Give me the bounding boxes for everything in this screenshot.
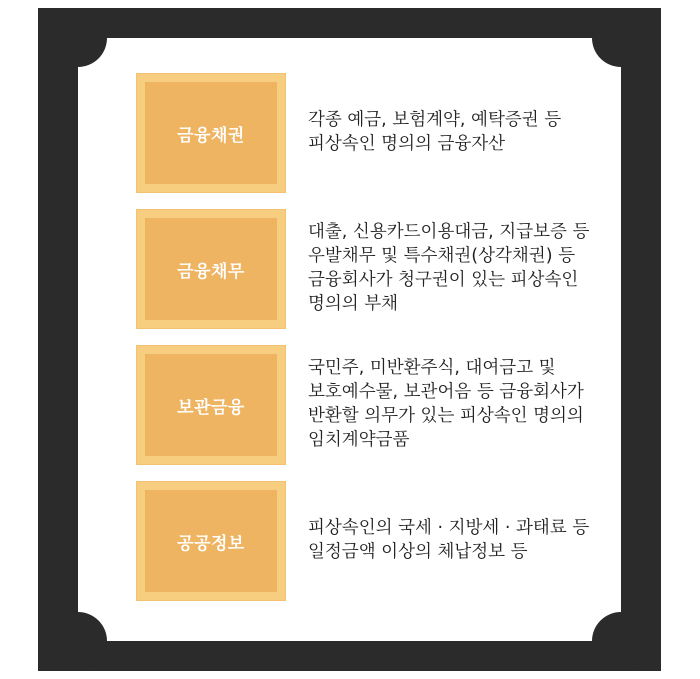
board-frame [38, 8, 661, 671]
corner-notch [49, 9, 107, 67]
corner-notch [592, 612, 650, 670]
description-line: 각종 예금, 보험계약, 예탁증권 등 [308, 110, 562, 130]
content-panel [78, 38, 621, 641]
info-row-financial-claims [136, 73, 626, 193]
description-line: 보호예수물, 보관어음 등 금융회사가 [308, 382, 584, 402]
description-line: 일정금액 이상의 체납정보 등 [308, 542, 528, 562]
category-box [136, 73, 286, 193]
description-line: 반환할 의무가 있는 피상속인 명의의 [308, 406, 584, 426]
corner-notch [49, 612, 107, 670]
category-description [308, 481, 648, 599]
description-line: 금융회사가 청구권이 있는 피상속인 [308, 270, 579, 290]
description-line: 피상속인의 국세 · 지방세 · 과태료 등 [308, 518, 590, 538]
category-description [308, 209, 648, 327]
description-line: 대출, 신용카드이용대금, 지급보증 등 [308, 222, 590, 242]
category-box [136, 345, 286, 465]
category-label: 공공정보 [177, 533, 245, 554]
description-line: 명의의 부채 [308, 294, 399, 314]
info-row-financial-debts [136, 209, 626, 329]
info-row-custody-finance [136, 345, 626, 465]
description-line: 피상속인 명의의 금융자산 [308, 134, 506, 154]
description-line: 우발채무 및 특수채권(상각채권) 등 [308, 246, 576, 266]
info-row-public-info [136, 481, 626, 601]
corner-notch [592, 9, 650, 67]
category-label: 금융채권 [177, 125, 245, 146]
category-description [308, 73, 648, 191]
category-label: 금융채무 [177, 261, 245, 282]
description-line: 국민주, 미반환주식, 대여금고 및 [308, 358, 556, 378]
category-description [308, 345, 648, 463]
category-label: 보관금융 [177, 397, 245, 418]
category-box [136, 209, 286, 329]
category-box [136, 481, 286, 601]
description-line: 임치계약금품 [308, 430, 410, 450]
